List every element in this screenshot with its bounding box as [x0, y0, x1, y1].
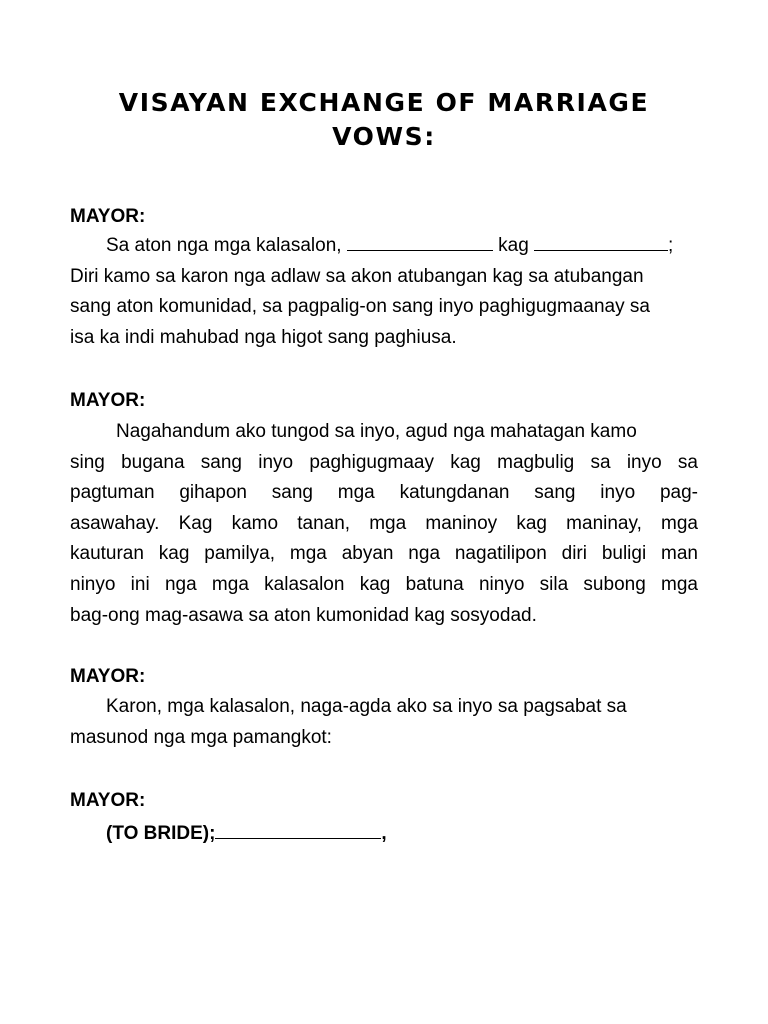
paragraph-2-line-7: bag-ong mag-asawa sa aton kumonidad kag sosyodad.: [70, 604, 537, 626]
paragraph-1-line-2: Diri kamo sa karon nga adlaw sa akon atubangan kag sa atubangan: [70, 265, 644, 287]
paragraph-2-line-2: sing bugana sang inyo paghigugmaay kag magbulig sa inyo sa: [70, 451, 698, 473]
speaker-label: MAYOR:: [70, 790, 146, 811]
speaker-label: MAYOR:: [70, 206, 146, 227]
semicolon-text: ;: [668, 235, 674, 256]
to-bride-label: (TO BRIDE);: [106, 823, 216, 844]
paragraph-2: [70, 417, 698, 631]
bride-name-blank: [534, 232, 668, 251]
title-line-1: VISAYAN EXCHANGE OF MARRIAGE: [118, 88, 650, 117]
paragraph-1-line-1: [70, 231, 710, 262]
trailing-comma: ,: [381, 823, 387, 844]
paragraph-2-line-3: pagtuman gihapon sang mga katungdanan sang inyo pag-: [70, 482, 698, 504]
paragraph-2-line-6: ninyo ini nga mga kalasalon kag batuna ninyo sila subong mga: [70, 573, 698, 595]
document-title: [70, 86, 698, 154]
to-bride-line: [106, 820, 387, 845]
paragraph-2-line-5: kauturan kag pamilya, mga abyan nga nagatilipon diri buligi man: [70, 543, 698, 565]
paragraph-3: [70, 692, 710, 753]
paragraph-1: [70, 231, 710, 353]
bride-answer-blank: [215, 820, 381, 839]
paragraph-3-line-2: masunod nga mga pamangkot:: [70, 726, 332, 748]
paragraph-2-line-1: Nagahandum ako tungod sa inyo, agud nga mahatagan kamo: [116, 421, 637, 442]
paragraph-3-line-1: Karon, mga kalasalon, naga-agda ako sa inyo sa pagsabat sa: [106, 696, 627, 717]
speaker-label: MAYOR:: [70, 390, 146, 411]
groom-name-blank: [347, 232, 493, 251]
greeting-text: Sa aton nga mga kalasalon,: [106, 235, 342, 256]
paragraph-1-line-4: isa ka indi mahubad nga higot sang paghiusa.: [70, 326, 457, 348]
conjunction-text: kag: [498, 235, 529, 256]
paragraph-2-line-4: asawahay. Kag kamo tanan, mga maninoy kag maninay, mga: [70, 512, 698, 534]
title-line-2: VOWS:: [332, 122, 436, 151]
paragraph-1-line-3: sang aton komunidad, sa pagpalig-on sang inyo paghigugmaanay sa: [70, 296, 650, 318]
speaker-label: MAYOR:: [70, 666, 146, 687]
